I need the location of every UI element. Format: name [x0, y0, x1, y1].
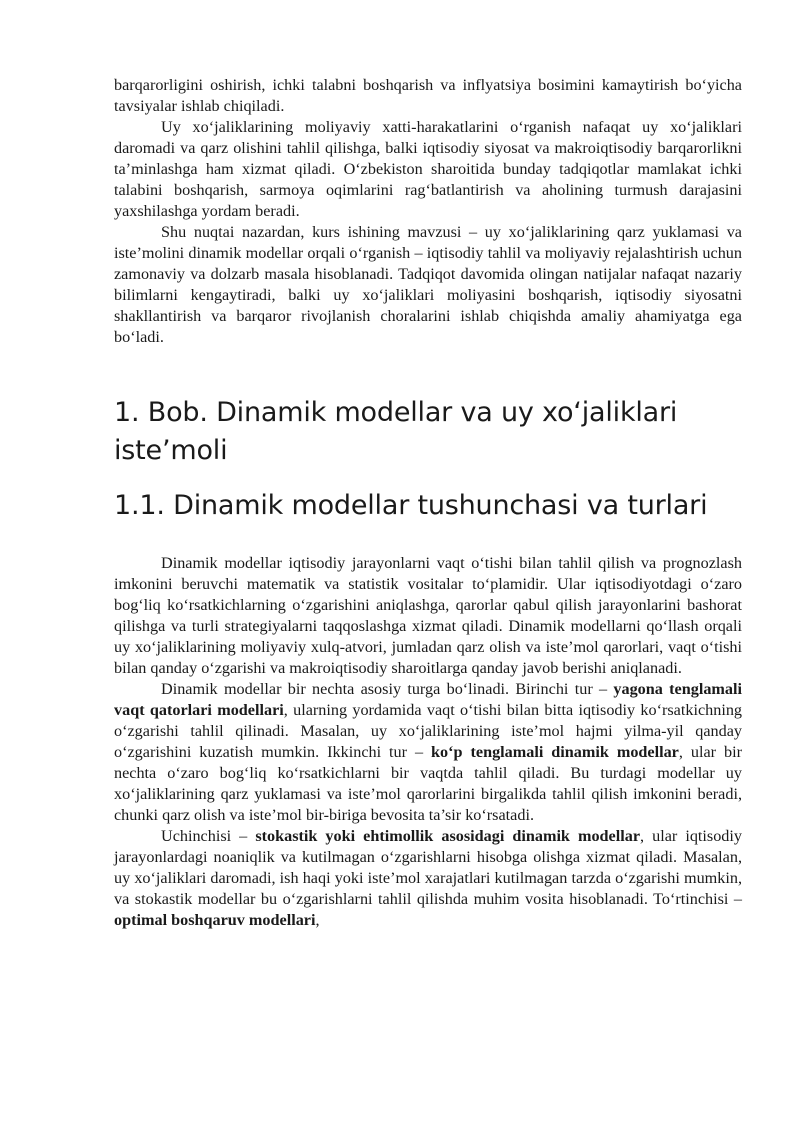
- text-run: ,: [315, 911, 320, 929]
- section-paragraph-1: Dinamik modellar iqtisodiy jarayonlarni vaqt o‘tishi bilan tahlil qilish va prognozlash imkonini beruvchi matematik va statistik vositalar to‘plamidir. Ular iqtisodiyotdagi o‘zaro bog‘liq ko‘rsatkichlarning o‘zgarishini aniqlashga, qarorlar qabul qilish jarayonlarini bashorat qilishga va turli strategiyalarni taqqoslashga xizmat qiladi. Dinamik modellarni qo‘llash orqali uy xo‘jaliklarining moliyaviy xulq-atvori, jumladan qarz olish va iste’mol qarorlari, vaqt o‘tishi bilan qanday o‘zgarishi va makroiqtisodiy sharoitlarga qanday javob berishi aniqlanadi.: [114, 554, 742, 677]
- intro-paragraph-2: Uy xo‘jaliklarining moliyaviy xatti-harakatlarini o‘rganish nafaqat uy xo‘jaliklari daromadi va qarz olishini tahlil qilishga, balki iqtisodiy siyosat va makroiqtisodiy barqarorlikni ta’minlashga ham xizmat qiladi. O‘zbekiston sharoitida bunday tadqiqotlar mamlakat ichki talabini boshqarish, sarmoya oqimlarini rag‘batlantirish va aholining turmush darajasini yaxshilashga yordam beradi.: [114, 118, 742, 220]
- text-run: Uchinchisi –: [161, 827, 256, 845]
- bold-term-multi-equation: ko‘p tenglamali dinamik modellar: [431, 743, 679, 761]
- text-run: , ularning yordamida vaqt o‘tishi bilan bitta iqtisodiy ko‘rsatkichning o‘zgarishi tahlil qilinadi. Masalan, uy xo‘jaliklarining iste’mol hajmi yilma-yil qanday o‘zgarishini kuzatish mumkin. Ikkinchi tur –: [114, 701, 743, 761]
- bold-term-optimal-control: optimal boshqaruv modellari: [114, 911, 316, 929]
- bold-term-stochastic: stokastik yoki ehtimollik asosidagi dinamik modellar: [255, 827, 641, 845]
- text-run: Dinamik modellar bir nechta asosiy turga bo‘linadi. Birinchi tur –: [161, 680, 614, 698]
- intro-paragraph-1: barqarorligini oshirish, ichki talabni boshqarish va inflyatsiya bosimini kamaytirish bo‘yicha tavsiyalar ishlab chiqiladi.: [114, 76, 742, 115]
- intro-paragraph-3: Shu nuqtai nazardan, kurs ishining mavzusi – uy xo‘jaliklarining qarz yuklamasi va iste’molini dinamik modellar orqali o‘rganish – iqtisodiy tahlil va moliyaviy rejalashtirish uchun zamonaviy va dolzarb masala hisoblanadi. Tadqiqot davomida olingan natijalar nafaqat nazariy bilimlarni kengaytiradi, balki uy xo‘jaliklari moliyasini boshqarish, iqtisodiy siyosatni shakllantirish va barqaror rivojlanish choralarini ishlab chiqishda amaliy ahamiyatga ega bo‘ladi.: [114, 223, 742, 346]
- section-paragraph-2: [114, 679, 742, 826]
- bold-term-single-equation: yagona tenglamali vaqt qatorlari modellari: [114, 680, 742, 719]
- text-run: , ular bir nechta o‘zaro bog‘liq ko‘rsatkichlarni bir vaqtda tahlil qiladi. Bu turdagi modellar uy xo‘jaliklarining qarz yuklamasi va iste’mol qarorlarini birgalikda tahlil qilish imkonini beradi, chunki qarz olish va iste’mol bir-biriga bevosita ta’sir ko‘rsatadi.: [114, 743, 742, 824]
- section-heading: 1.1. Dinamik modellar tushunchasi va turlari: [114, 490, 708, 521]
- chapter-heading: 1. Bob. Dinamik modellar va uy xo‘jaliklari iste’moli: [114, 397, 678, 466]
- text-run: , ular iqtisodiy jarayonlardagi noaniqlik va kutilmagan o‘zgarishlarni hisobga olishga xizmat qiladi. Masalan, uy xo‘jaliklari daromadi, ish haqi yoki iste’mol xarajatlari kutilmagan tarzda o‘zgarishi mumkin, va stokastik modellar bu o‘zgarishlarni tahlil qilishda muhim vosita hisoblanadi. To‘rtinchisi –: [114, 827, 742, 908]
- document-body: [114, 75, 742, 931]
- section-paragraph-3: [114, 826, 742, 931]
